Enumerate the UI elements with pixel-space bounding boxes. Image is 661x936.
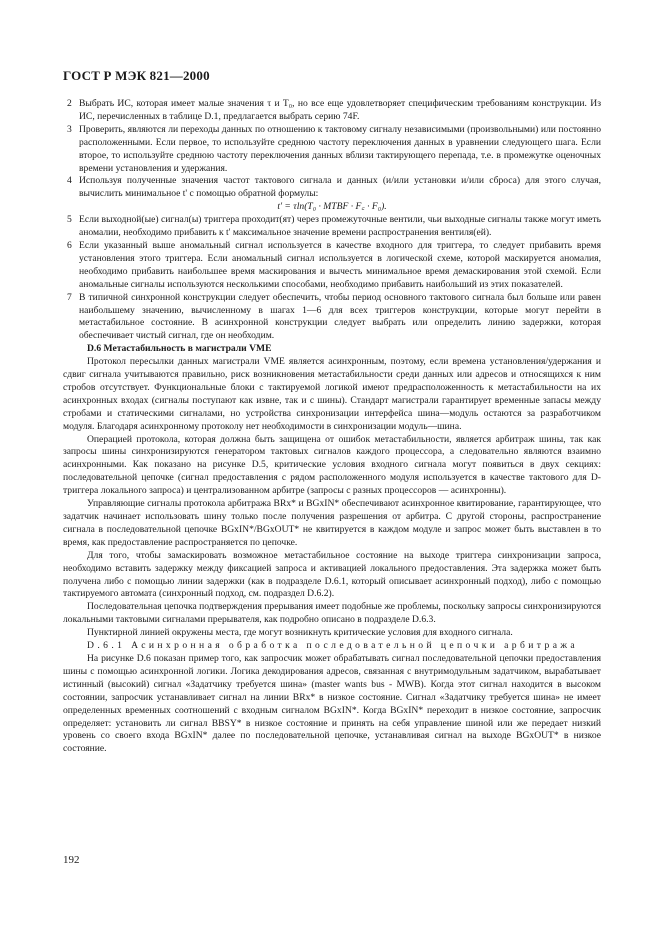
paragraph: Протокол пересылки данных магистрали VME является асинхронным, поэтому, если времена установления/удержания и сдвиг сигнала учитываются правильно, риск возникновения метастабильности среди данных или адресов и относящихся к ним стробов отсутствует. Функциональные блоки с тактируемой логикой имеют предрасположенность к метастабильности на их асинхронных входах (сигналы поступают как извне, так и с шины). Стандарт магистрали гарантирует временные запасы между стробами и статическими сигналами, но устройства синхронизации интерфейса шина—модуль остаются за разработчиком модуля. Благодаря асинхронному протоколу нет необходимости в синхронизации модуль—шина.	[63, 356, 601, 432]
paragraph: На рисунке D.6 показан пример того, как запросчик может обрабатывать сигнал последовательной цепочки предоставления шины с помощью асинхронной логики. Логика декодирования адресов, связанная с внутримодульным задатчиком, вырабатывает истинный (высокий) сигнал «Задатчику требуется шина» (master wants bus - MWB). Когда этот сигнал находится в высоком состоянии, запросчик устанавливает сигнал на линии BRx* в низкое состояние. Сигнал «Задатчику требуется шина» не имеет определенных временных соотношений с входным сигналом BGxIN*. Когда BGxIN* переходит в низкое состояние, запросчик определяет: установить ли сигнал BBSY* в низкое состояние и принять на себя управление шиной или же передает низкий уровень со своего входа BGxIN* далее по последовательной цепочке, устанавливая сигнал на выходе BGxOUT* в низкое состояние.	[63, 652, 601, 755]
list-item-number: 6	[67, 239, 72, 251]
paragraph: Для того, чтобы замаскировать возможное метастабильное состояние на выходе триггера синхронизации запроса, необходимо вставить задержку между фиксацией запроса и активацией локального предоставления. Эта задержка может быть получена либо с помощью линии задержки (как в подразделе D.6.1, который описывает асинхронный подход), либо с помощью тактируемого автомата (синхронный подход, см. подраздел D.6.2).	[63, 549, 601, 600]
formula: t' = τln(T₀ · MTBF · F꜀ · F₀).	[277, 201, 387, 213]
list-item-number: 3	[67, 123, 72, 135]
paragraph: Операцией протокола, которая должна быть защищена от ошибок метастабильности, является арбитраж шины, так как запросы шины синхронизируются генератором тактовых сигналов каждого процессора, а следовательно являются взаимно асинхронными. Как показано на рисунке D.5, критические условия входного сигнала могут появиться в двух секциях: последовательной цепочке (сигнал предоставления с рядом расположенного модуля используется в качестве тактового для D-триггера локального запроса) и централизованном арбитре (запросы с разных процессоров — асинхронны).	[63, 433, 601, 497]
list-item-number: 4	[67, 175, 72, 187]
page-header: ГОСТ Р МЭК 821—2000	[63, 68, 210, 83]
page-content	[63, 98, 601, 756]
paragraph: Управляющие сигналы протокола арбитража BRx* и BGxIN* обеспечивают асинхронное квитирование, гарантирующее, что задатчик начинает использовать шину только после получения разрешения от арбитра. С другой стороны, распространение сигнала в последовательной цепочке BGxIN*/BGxOUT* не квитируется в каждом модуле и запрос может быть выставлен в то время, как предоставление распространяется по цепочке.	[63, 498, 601, 548]
list-item	[63, 98, 601, 124]
list-item-text: Если выходной(ые) сигнал(ы) триггера проходит(ят) через промежуточные вентили, чьи выходные сигналы также могут иметь аномалии, необходимо прибавить к t' максимальное значение времени распространения вентиля(ей).	[79, 214, 601, 239]
list-item-text: Выбрать ИС, которая имеет малые значения τ и T₀, но все еще удовлетворяет специфическим требованиям конструкции. Из ИС, перечисленных в таблице D.1, предлагается выбрать серию 74F.	[79, 98, 601, 122]
list-item-text: Используя полученные значения частот тактового сигнала и данных (и/или установки и/или сброса) для этого случая, вычислить минимальное t' с помощью обратной формулы:	[79, 175, 601, 200]
paragraph: Пунктирной линией окружены места, где могут возникнуть критические условия для входного сигнала.	[87, 627, 513, 639]
section-title: D.6 Метастабильность в магистрали VME	[87, 343, 272, 355]
list-item	[63, 124, 601, 176]
list-item	[63, 240, 601, 292]
subsection-title: D.6.1 Асинхронная обработка последовательной цепочки арбитража	[87, 640, 579, 652]
page-number: 192	[63, 854, 80, 866]
list-item	[63, 214, 601, 240]
list-item-number: 2	[67, 98, 72, 109]
list-item-number: 7	[67, 291, 72, 303]
list-item-number: 5	[67, 214, 72, 226]
list-item-text: Если указанный выше аномальный сигнал используется в качестве входного для триггера, то следует прибавить время установления этого триггера. Если аномальный сигнал используется в логической схеме, которой маскируется аномалия, необходимо прибавить наибольшее время маскирования и вычесть минимальное время демаскирования этой схемой. Если аномальные сигналы используются несколькими способами, необходимо прибавить наибольший из этих показателей.	[79, 239, 601, 290]
paragraph: Последовательная цепочка подтверждения прерывания имеет подобные же проблемы, поскольку запросы синхронизируются локальными тактовыми сигналами прерывателя, как подробно описано в подразделе D.6.3.	[63, 601, 601, 626]
list-item	[63, 292, 601, 344]
list-item-text: Проверить, являются ли переходы данных по отношению к тактовому сигналу независимыми (произвольными) или постоянно расположенными. Если первое, то используйте среднюю частоту переключения данных в уравнении следующего шага. Если второе, то используйте среднюю частоту переключения данных вблизи тактирующего перепада, т.е. в промежутке оценочных времени установления и удержания.	[79, 123, 601, 174]
list-item-text: В типичной синхронной конструкции следует обеспечить, чтобы период основного тактового сигнала был больше или равен наибольшему значению, вычисленному в шагах 1—6 для всех триггеров конструкции, которые могут перейти в метастабильное состояние. В асинхронной конструкции следует выбрать или определить линию задержки, которая обеспечивает чистый сигнал, где он необходим.	[79, 291, 601, 342]
list-item	[63, 175, 601, 201]
